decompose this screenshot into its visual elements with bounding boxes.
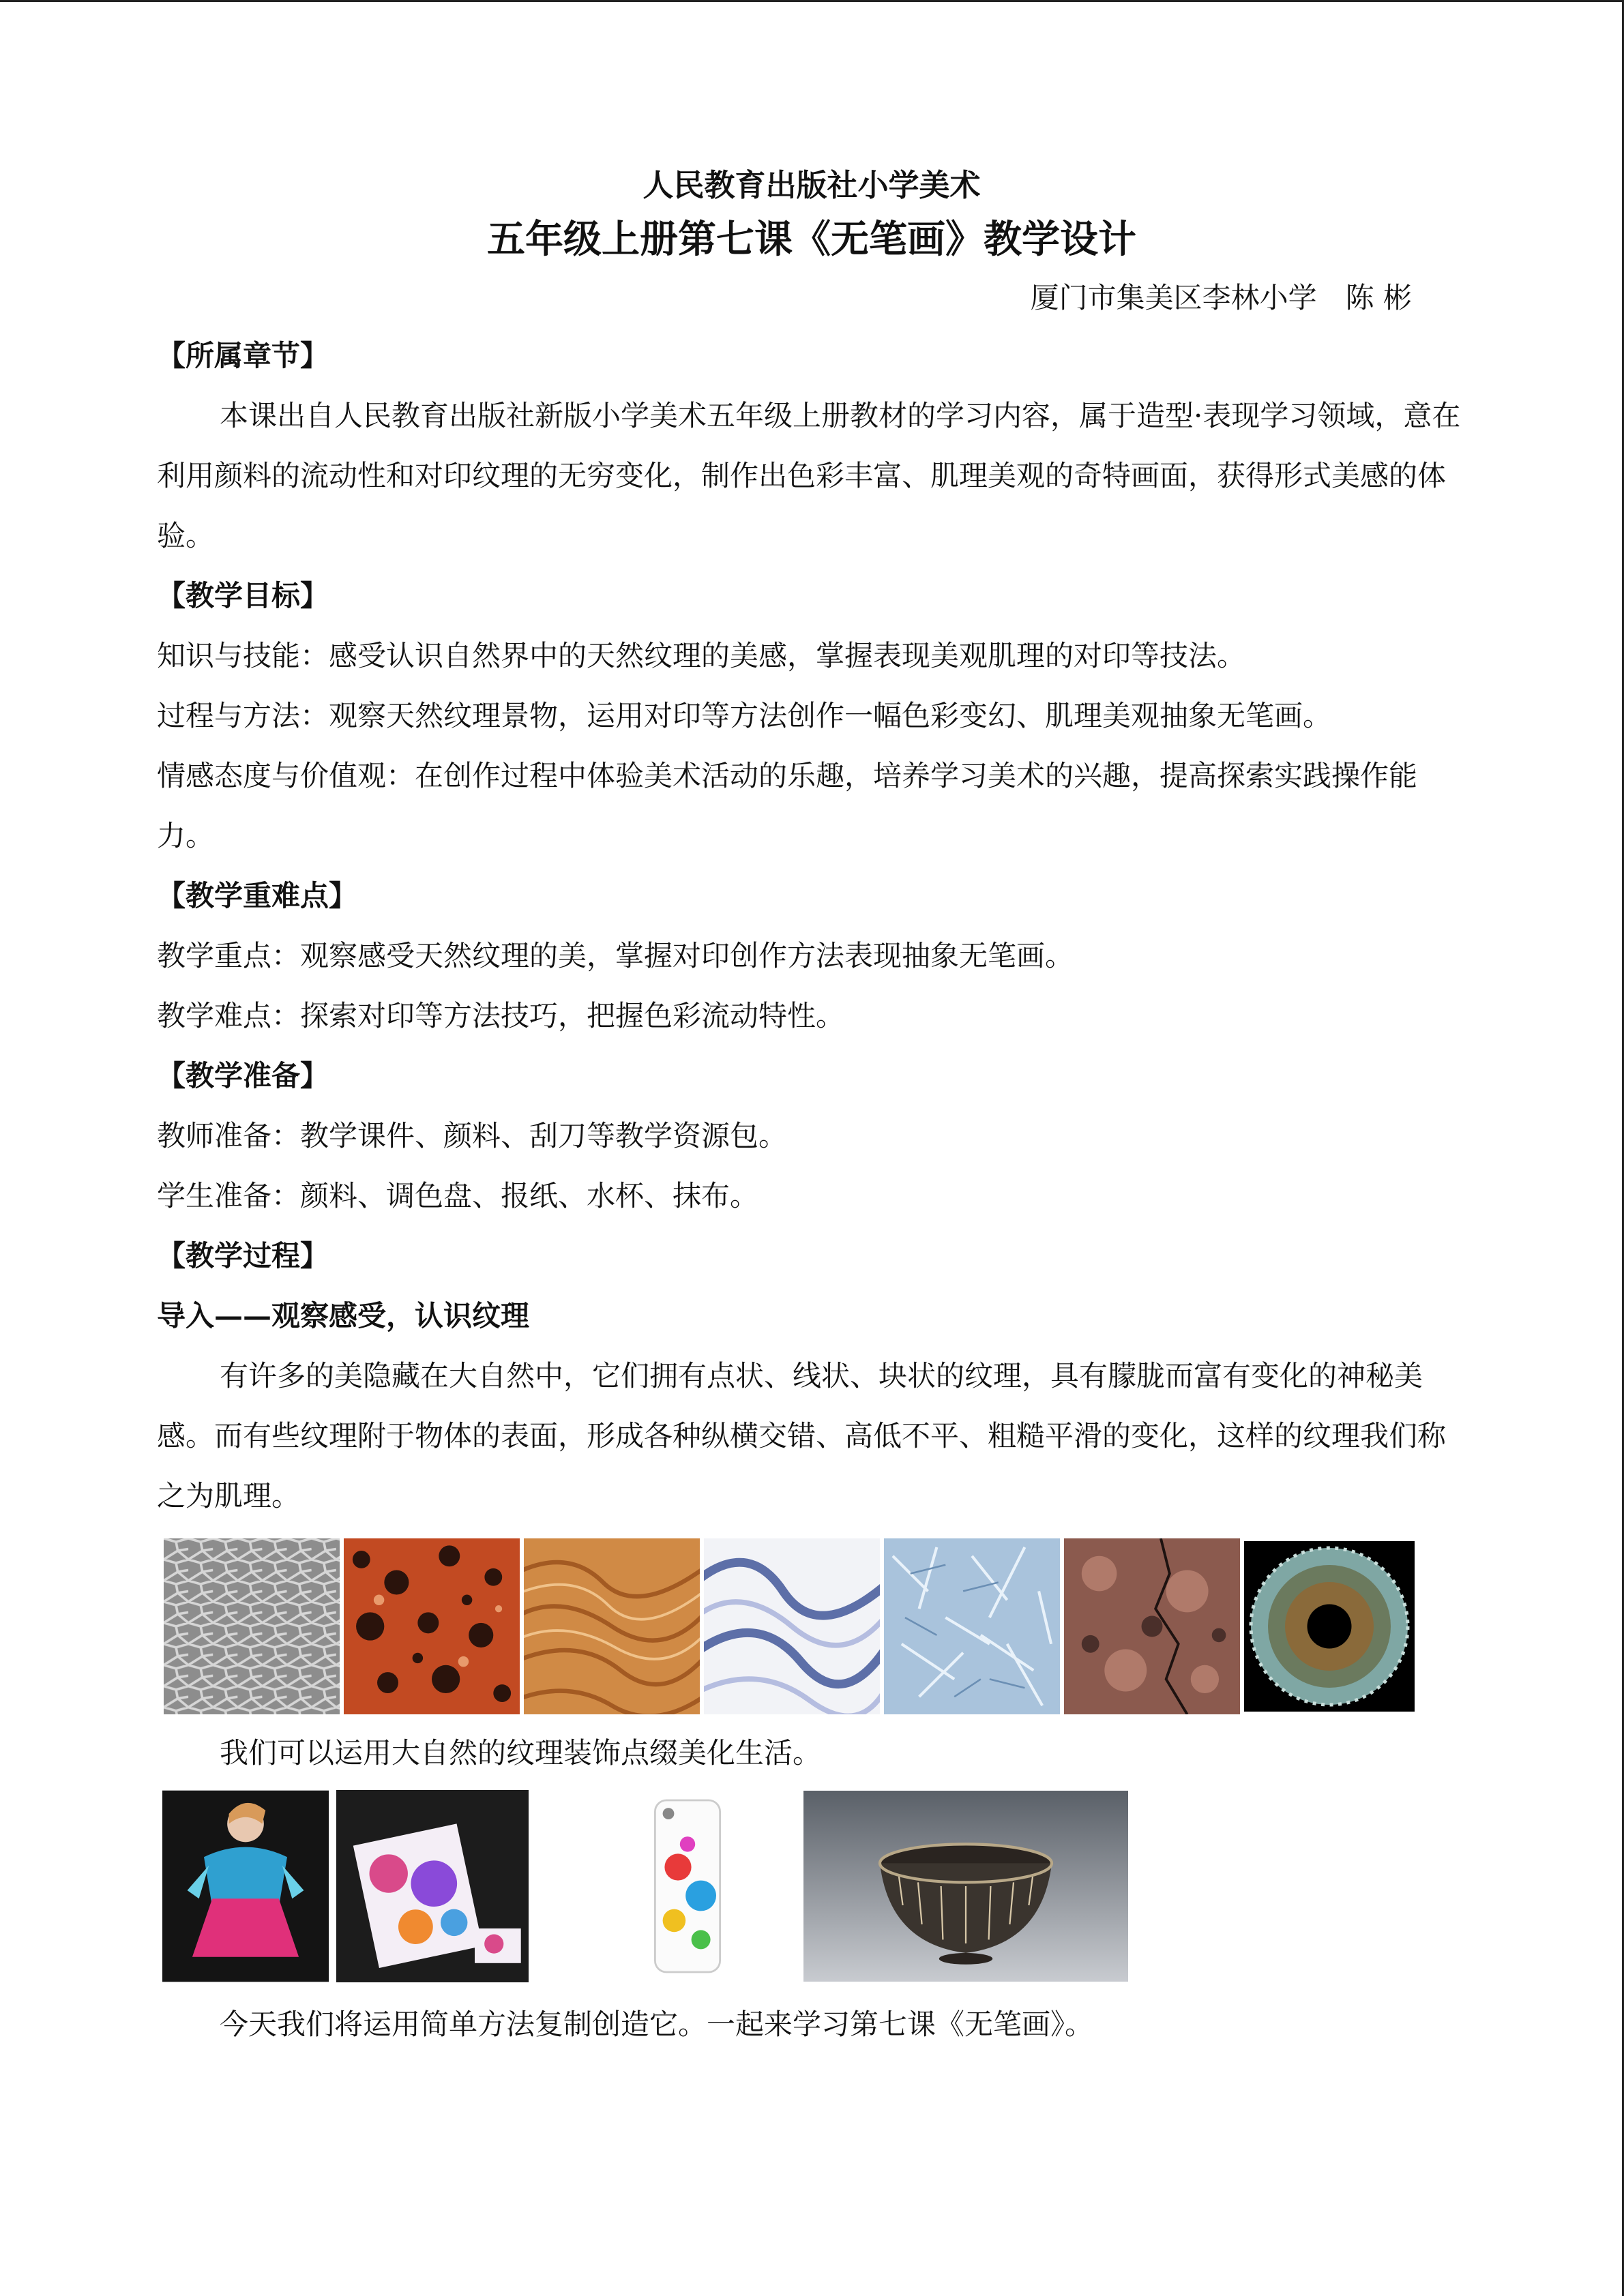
chapter-text: 本课出自人民教育出版社新版小学美术五年级上册教材的学习内容，属于造型·表现学习领域，意在利用颜料的流动性和对印纹理的无穷变化，制作出色彩丰富、肌理美观的奇特画面，获得形式美感的体验。 xyxy=(157,399,1461,552)
marble-swirl-texture-image xyxy=(704,1538,880,1714)
tea-bowl-image xyxy=(803,1790,1128,1982)
frost-texture-image xyxy=(884,1538,1060,1714)
keypoints-heading: 【教学重难点】 xyxy=(157,879,358,912)
publisher-line: 人民教育出版社小学美术 xyxy=(643,167,981,203)
fashion-model-image xyxy=(162,1790,329,1982)
process-heading: 【教学过程】 xyxy=(157,1239,329,1272)
granite-texture-image xyxy=(344,1538,520,1714)
stone-crack-texture-image xyxy=(1064,1538,1240,1714)
keypoint-difficult: 教学难点：探索对印等方法技巧，把握色彩流动特性。 xyxy=(157,999,845,1032)
process-closing: 今天我们将运用简单方法复制创造它。一起来学习第七课《无笔画》。 xyxy=(220,2008,1094,2041)
wood-grain-texture-image xyxy=(524,1538,700,1714)
author-line: 厦门市集美区李林小学 陈 彬 xyxy=(1030,281,1412,314)
document-title: 五年级上册第七课《无笔画》教学设计 xyxy=(487,217,1136,262)
notebook-cover-image xyxy=(336,1790,529,1982)
goal-emotion: 情感态度与价值观：在创作过程中体验美术活动的乐趣，培养学习美术的兴趣，提高探索实践操作能力。 xyxy=(157,759,1418,852)
prep-student: 学生准备：颜料、调色盘、报纸、水杯、抹布。 xyxy=(157,1179,759,1212)
eye-iris-image xyxy=(1244,1538,1415,1714)
applied-texture-images xyxy=(162,1790,1466,1988)
process-intro: 有许多的美隐藏在大自然中，它们拥有点状、线状、块状的纹理，具有朦胧而富有变化的神秘美感。而有些纹理附于物体的表面，形成各种纵横交错、高低不平、粗糙平滑的变化，这样的纹理我们称之为肌理。 xyxy=(157,1359,1447,1512)
process-decorate: 我们可以运用大自然的纹理装饰点缀美化生活。 xyxy=(220,1736,822,1770)
process-subheading: 导入——观察感受，认识纹理 xyxy=(157,1299,530,1332)
crackle-texture-image xyxy=(164,1538,340,1714)
goal-knowledge: 知识与技能：感受认识自然界中的天然纹理的美感，掌握表现美观肌理的对印等技法。 xyxy=(157,639,1246,672)
prep-teacher: 教师准备：教学课件、颜料、刮刀等教学资源包。 xyxy=(157,1119,788,1152)
texture-image-strip xyxy=(164,1538,1466,1719)
phone-case-image xyxy=(640,1790,735,1982)
document-body xyxy=(157,162,1466,2055)
keypoint-key: 教学重点：观察感受天然纹理的美，掌握对印创作方法表现抽象无笔画。 xyxy=(157,939,1074,972)
goals-heading: 【教学目标】 xyxy=(157,579,329,612)
chapter-heading: 【所属章节】 xyxy=(157,339,329,372)
goal-process: 过程与方法：观察天然纹理景物，运用对印等方法创作一幅色彩变幻、肌理美观抽象无笔画。 xyxy=(157,699,1332,732)
prep-heading: 【教学准备】 xyxy=(157,1059,329,1092)
